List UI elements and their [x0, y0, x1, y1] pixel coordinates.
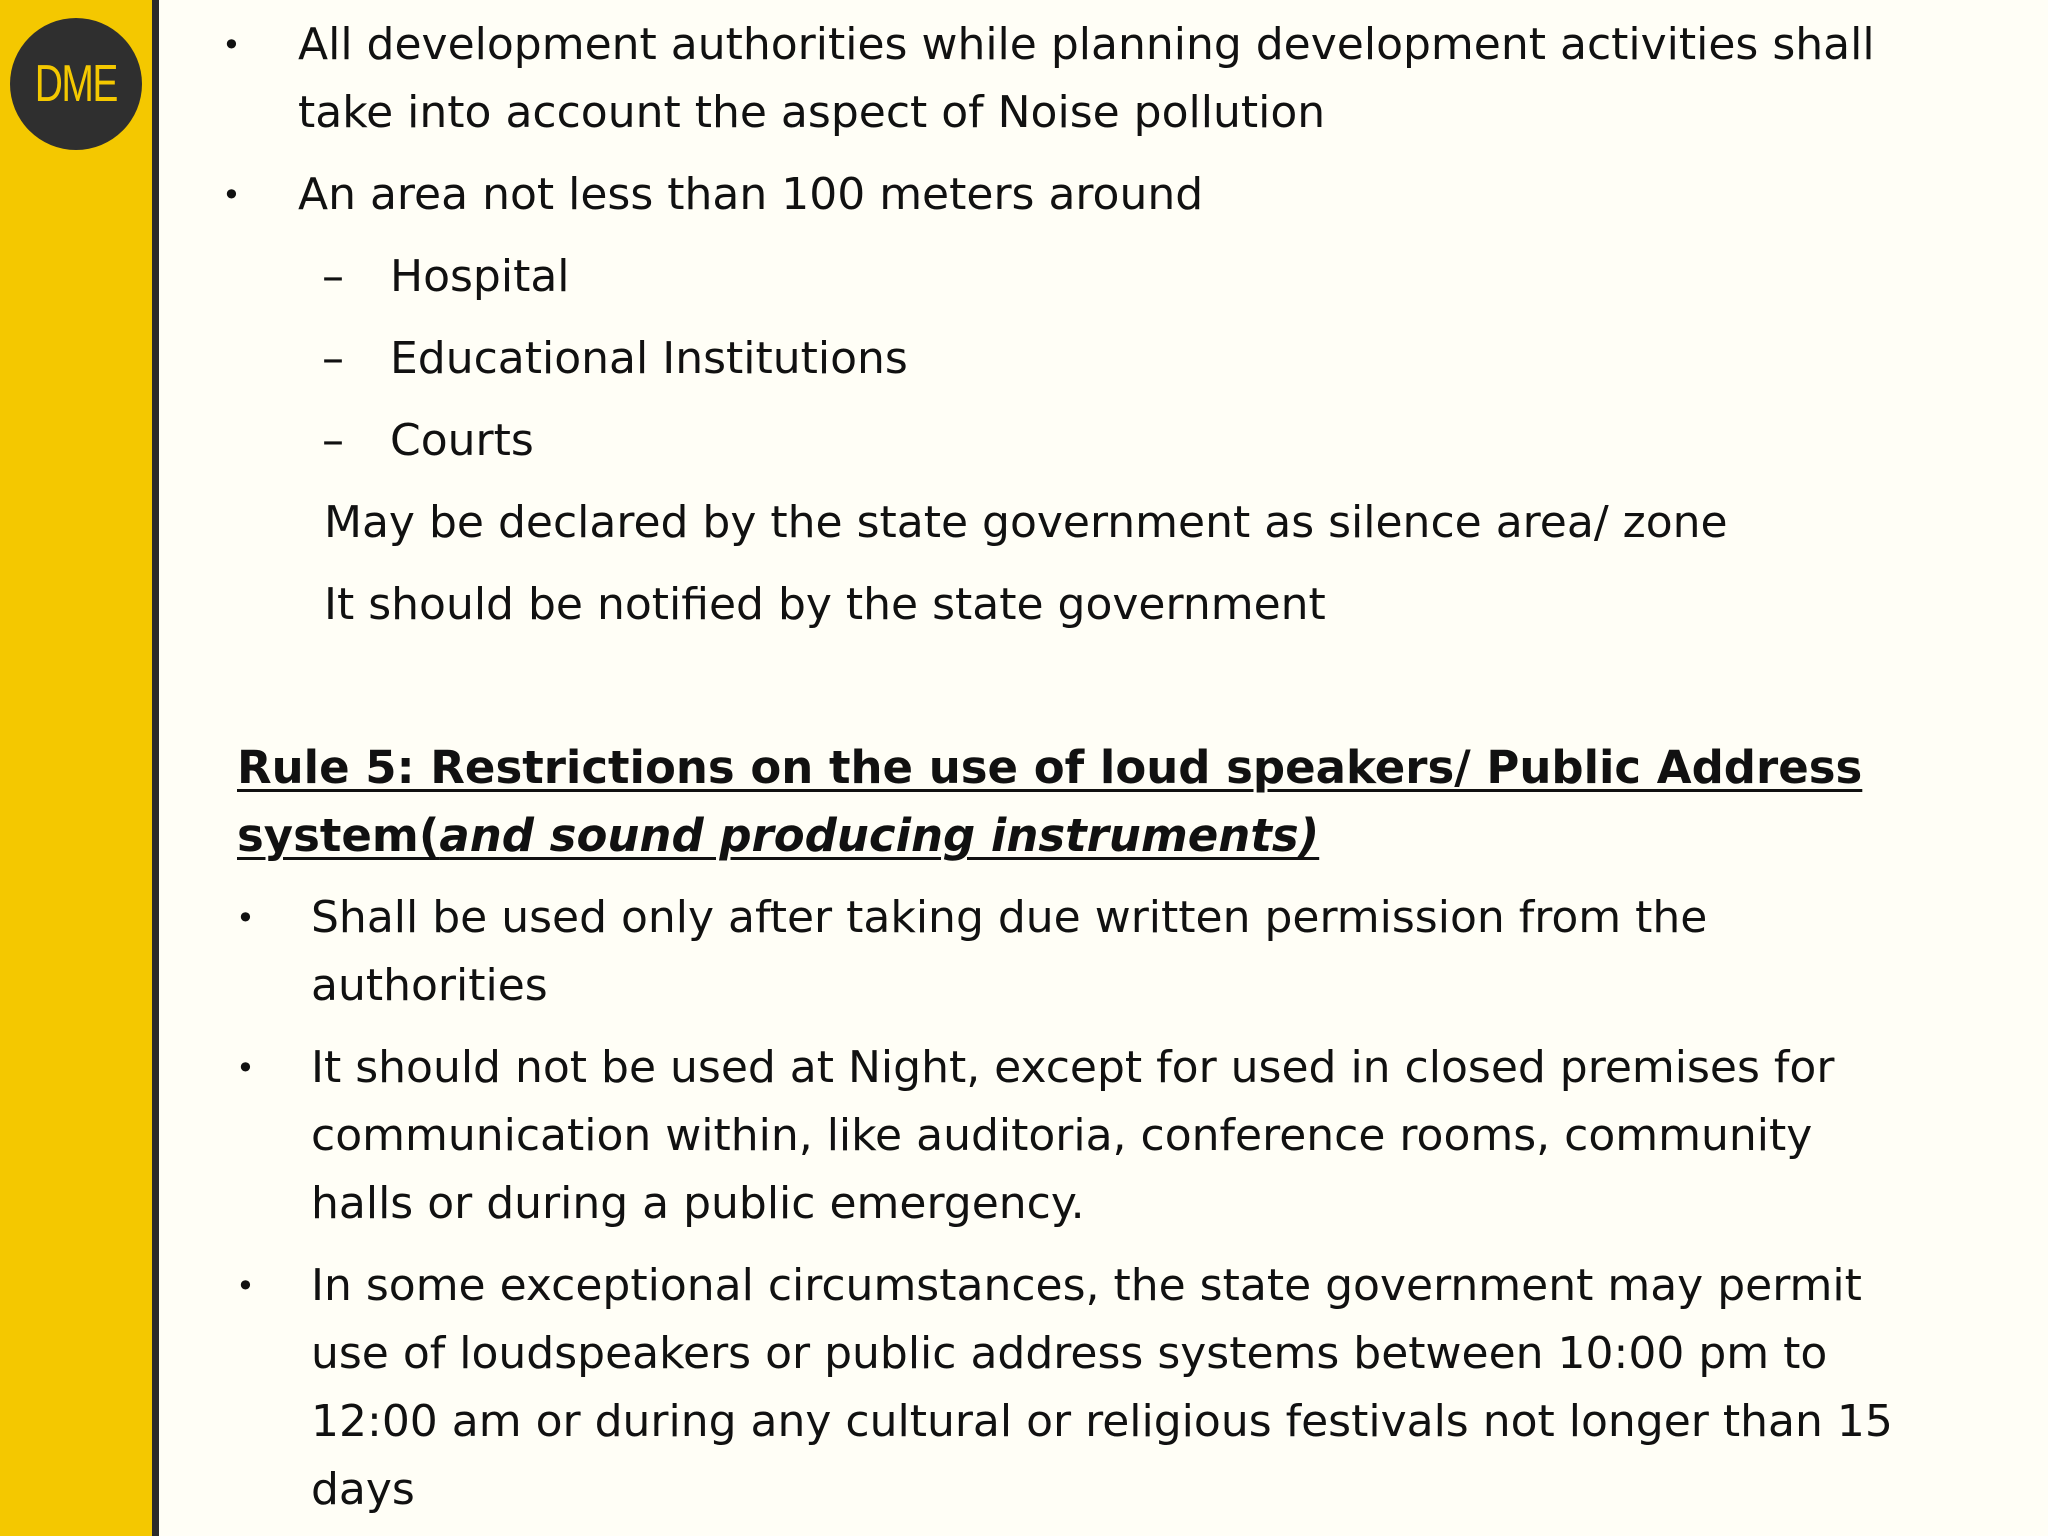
section2-bullet2-line1: It should not be used at Night, except for used in closed premises for — [311, 1042, 1835, 1093]
rule5-heading-prefix: system( — [237, 809, 440, 862]
dash-icon: – — [322, 251, 344, 302]
section1-bullet1-line2: take into account the aspect of Noise pollution — [298, 87, 1326, 138]
section1-bullet2-line1: An area not less than 100 meters around — [298, 169, 1204, 220]
note-notified: It should be notified by the state government — [324, 579, 1326, 630]
rule5-heading-line2 — [237, 810, 1319, 862]
section2-bullet2-line3: halls or during a public emergency. — [311, 1178, 1085, 1229]
section2-bullet3-line4: days — [311, 1464, 415, 1515]
dash-icon: – — [322, 333, 344, 384]
section2-bullet1-line1: Shall be used only after taking due written permission from the — [311, 892, 1708, 943]
bullet-icon: • — [236, 899, 255, 937]
bullet-icon: • — [222, 26, 241, 64]
note-silence-zone: May be declared by the state government as silence area/ zone — [324, 497, 1728, 548]
section1-bullet1-line1: All development authorities while planning development activities shall — [298, 19, 1875, 70]
section2-bullet1-line2: authorities — [311, 960, 548, 1011]
subitem-courts: Courts — [390, 415, 534, 466]
sidebar-band — [0, 0, 152, 1536]
rule5-heading-italic: and sound producing instruments) — [439, 809, 1320, 862]
bullet-icon: • — [236, 1267, 255, 1305]
bullet-icon: • — [236, 1049, 255, 1087]
sidebar-divider — [152, 0, 159, 1536]
section2-bullet3-line1: In some exceptional circumstances, the state government may permit — [311, 1260, 1862, 1311]
dme-logo — [10, 18, 142, 150]
bullet-icon: • — [222, 176, 241, 214]
section2-bullet3-line3: 12:00 am or during any cultural or religious festivals not longer than 15 — [311, 1396, 1893, 1447]
logo-text: DME — [34, 55, 118, 113]
subitem-hospital: Hospital — [390, 251, 570, 302]
section2-bullet3-line2: use of loudspeakers or public address systems between 10:00 pm to — [311, 1328, 1828, 1379]
section2-bullet2-line2: communication within, like auditoria, conference rooms, community — [311, 1110, 1813, 1161]
dash-icon: – — [322, 415, 344, 466]
subitem-educational-institutions: Educational Institutions — [390, 333, 908, 384]
rule5-heading-line1: Rule 5: Restrictions on the use of loud speakers/ Public Address — [237, 741, 1863, 794]
